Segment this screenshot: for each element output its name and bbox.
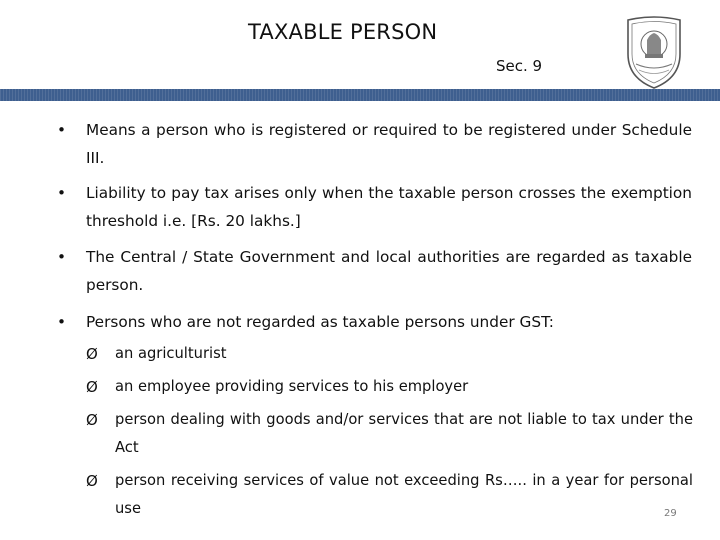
bullet-item — [57, 179, 692, 235]
bullet-text: Liability to pay tax arises only when the taxable person crosses the exemption threshold i.e. [Rs. 20 lakhs.] — [86, 184, 692, 230]
bullet-marker: • — [57, 184, 67, 202]
bullet-text: Means a person who is registered or required to be registered under Schedule III. — [86, 121, 692, 167]
arrow-bullet-icon: Ø — [86, 472, 98, 490]
sub-list-text: an agriculturist — [115, 345, 227, 362]
arrow-bullet-icon: Ø — [86, 345, 98, 363]
sub-list-item — [86, 467, 693, 523]
bullet-marker: • — [57, 313, 67, 331]
sub-list-item — [86, 340, 693, 368]
page-title: TAXABLE PERSON — [248, 20, 438, 44]
arrow-bullet-icon: Ø — [86, 378, 98, 396]
bullet-text: The Central / State Government and local authorities are regarded as taxable person. — [86, 248, 692, 294]
bullet-text: Persons who are not regarded as taxable persons under GST: — [86, 313, 554, 331]
header-divider-bar — [0, 89, 720, 101]
sub-list-item — [86, 373, 693, 401]
bullet-item — [57, 308, 692, 336]
sub-list-item — [86, 406, 693, 462]
bullet-item — [57, 116, 692, 172]
section-reference: Sec. 9 — [496, 57, 543, 75]
sub-list-text: an employee providing services to his employer — [115, 378, 469, 395]
bullet-marker: • — [57, 248, 67, 266]
bullet-item — [57, 243, 692, 299]
sub-list-text: person receiving services of value not exceeding Rs….. in a year for personal use — [115, 472, 693, 517]
emblem-logo — [620, 14, 688, 90]
page-number: 29 — [664, 508, 677, 519]
bullet-marker: • — [57, 121, 67, 139]
sub-list-text: person dealing with goods and/or services that are not liable to tax under the Act — [115, 411, 693, 456]
arrow-bullet-icon: Ø — [86, 411, 98, 429]
